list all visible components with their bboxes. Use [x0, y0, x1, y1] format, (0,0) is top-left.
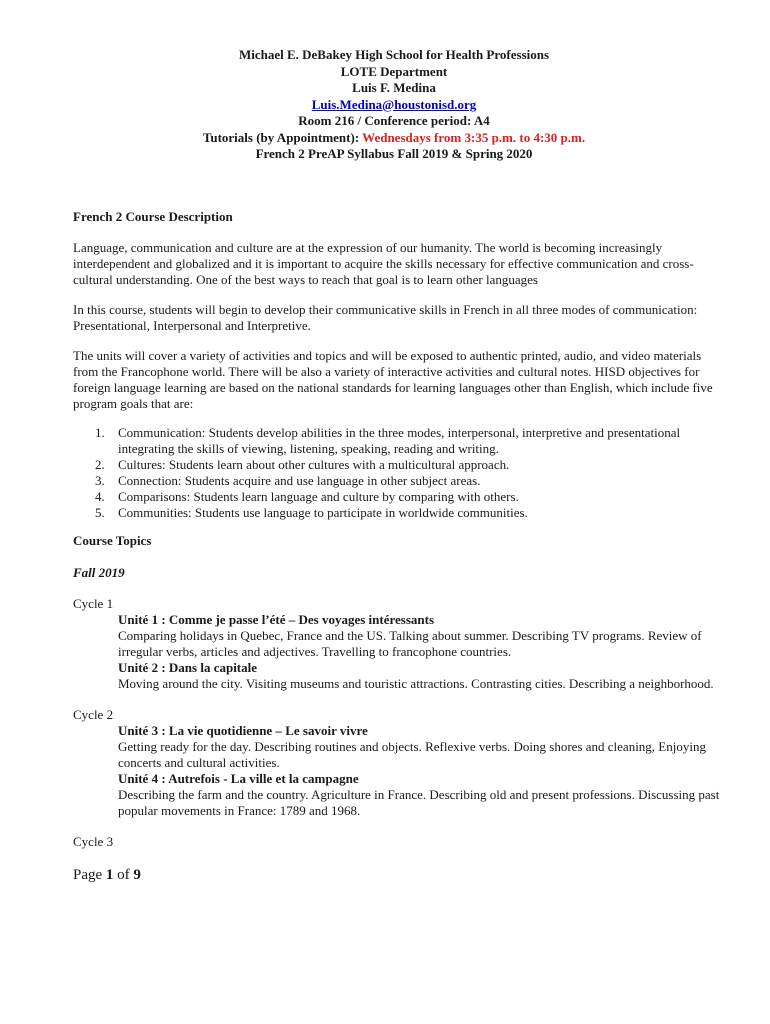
unit-title: Unité 4 : Autrefois - La ville et la campagne [118, 770, 359, 786]
list-number: 1. [95, 424, 105, 440]
description-paragraph: The units will cover a variety of activities and topics and will be exposed to authentic printed, audio, and video materials from the Francophone world. There will be also a variety of interactive activities and cultural notes. HISD objectives for foreign language learning are based on the national standards for learning languages other than English, which include five program goals that are: [73, 347, 713, 411]
unit-title: Unité 3 : La vie quotidienne – Le savoir vivre [118, 722, 368, 738]
syllabus-title: French 2 PreAP Syllabus Fall 2019 & Spring 2020 [255, 146, 533, 161]
unit-description: Describing the farm and the country. Agriculture in France. Describing old and present professions. Discussing past popular movements in France: 1789 and 1968. [118, 786, 720, 818]
email-link[interactable]: Luis.Medina@houstonisd.org [311, 96, 477, 112]
cycle-section [73, 596, 723, 692]
tutorials-label: Tutorials (by Appointment): [202, 129, 363, 145]
cycle-section [73, 707, 723, 819]
list-number: 3. [95, 472, 105, 488]
unit-block [73, 723, 723, 819]
unit-title: Unité 2 : Dans la capitale [118, 659, 258, 675]
description-paragraph: In this course, students will begin to develop their communicative skills in French in all three modes of communication: Presentational, Interpersonal and Interpretive. [73, 301, 698, 333]
list-text: Comparisons: Students learn language and culture by comparing with others. [118, 488, 519, 504]
list-text: Connection: Students acquire and use language in other subject areas. [118, 472, 481, 488]
list-number: 4. [95, 488, 105, 504]
total-pages: 9 [133, 866, 141, 883]
unit-block [73, 612, 723, 692]
teacher-name: Luis F. Medina [352, 80, 436, 95]
cycle-label: Cycle 2 [73, 706, 114, 722]
list-item [73, 425, 723, 457]
room-info: Room 216 / Conference period: A4 [298, 113, 490, 128]
school-name: Michael E. DeBakey High School for Health Professions [238, 47, 550, 62]
list-item [73, 473, 723, 489]
list-item [73, 505, 723, 521]
unit-description: Comparing holidays in Quebec, France and the US. Talking about summer. Describing TV programs. Review of irregular verbs, articles and adjectives. Travelling to francophone countries. [118, 627, 702, 659]
list-item [73, 457, 723, 473]
list-item [73, 489, 723, 505]
syllabus-header [65, 47, 723, 163]
current-page: 1 [105, 866, 114, 883]
tutorials-time: Wednesdays from 3:35 p.m. to 4:30 p.m. [362, 129, 586, 145]
unit-description: Moving around the city. Visiting museums and touristic attractions. Contrasting cities. Describing a neighborhood. [118, 675, 714, 691]
list-text: Communication: Students develop abilities in the three modes, interpersonal, interpretive and presentational integrating the skills of viewing, listening, speaking, reading and writing. [118, 424, 681, 456]
page-word: Page [73, 866, 106, 883]
page-number [73, 866, 723, 884]
unit-title: Unité 1 : Comme je passe l’été – Des voyages intéressants [118, 611, 435, 627]
cycle-label: Cycle 1 [73, 595, 114, 611]
course-description-heading: French 2 Course Description [73, 208, 233, 224]
list-number: 5. [95, 504, 105, 520]
of-word: of [113, 866, 134, 883]
course-topics-heading: Course Topics [73, 532, 152, 548]
description-paragraph: Language, communication and culture are at the expression of our humanity. The world is becoming increasingly interdependent and globalized and it is important to acquire the skills necessary for effective communication and cross-cultural understanding. One of the best ways to reach that goal is to learn other languages [73, 239, 694, 287]
program-goals-list [73, 425, 723, 521]
cycle-section [73, 834, 723, 850]
tutorials-info [65, 130, 723, 147]
unit-description: Getting ready for the day. Describing routines and objects. Reflexive verbs. Doing shores and cleaning, Enjoying concerts and cultural activities. [118, 738, 706, 770]
list-number: 2. [95, 456, 105, 472]
list-text: Communities: Students use language to participate in worldwide communities. [118, 504, 528, 520]
semester-heading: Fall 2019 [73, 564, 125, 580]
department-name: LOTE Department [340, 63, 448, 79]
document-page [73, 47, 723, 884]
cycle-label: Cycle 3 [73, 833, 114, 849]
list-text: Cultures: Students learn about other cultures with a multicultural approach. [118, 456, 510, 472]
